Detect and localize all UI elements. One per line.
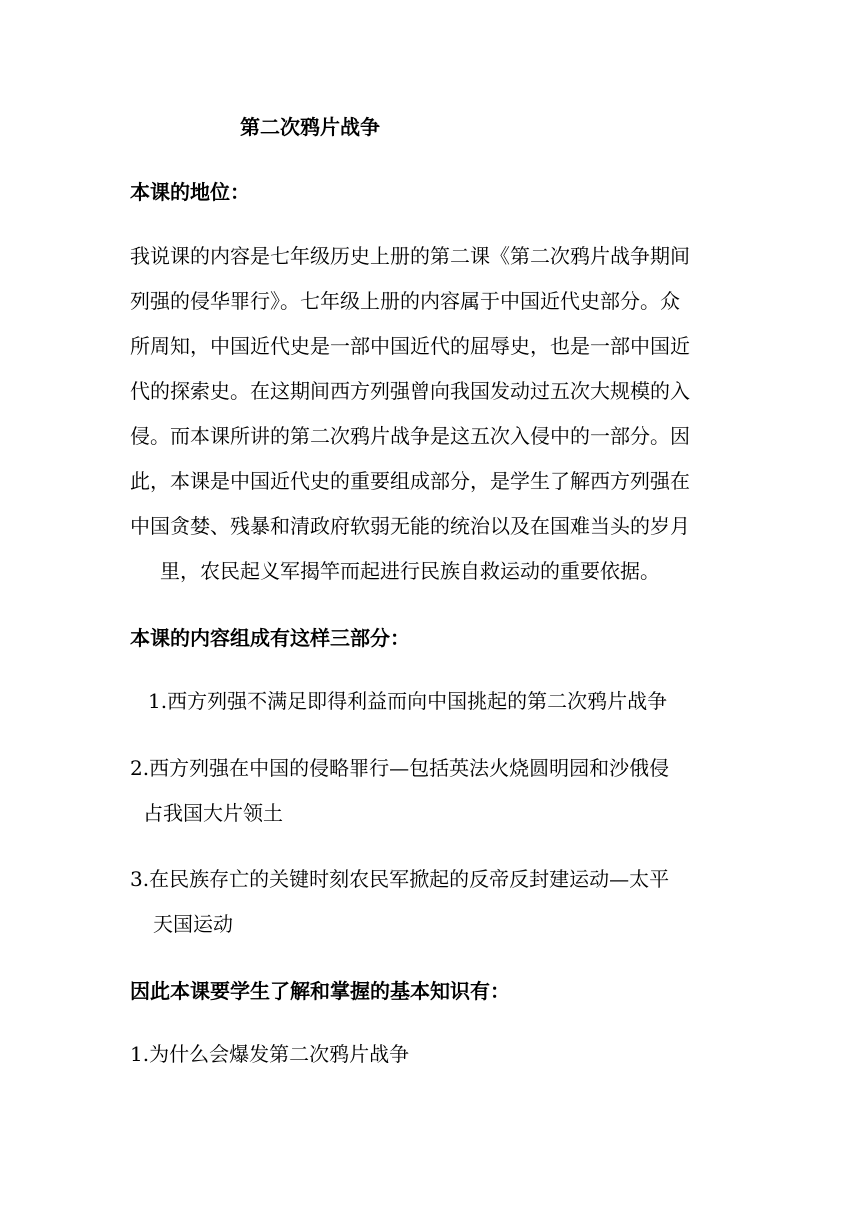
paragraph-line: 中国贪婪、残暴和清政府软弱无能的统治以及在国难当头的岁月 — [130, 514, 690, 538]
paragraph-line: 列强的侵华罪行》。七年级上册的内容属于中国近代史部分。众 — [130, 289, 680, 313]
section-heading-content: 本课的内容组成有这样三部分： — [130, 626, 410, 650]
list-item-continuation: 占我国大片领土 — [143, 801, 283, 825]
paragraph-line: 侵。而本课所讲的第二次鸦片战争是这五次入侵中的一部分。因 — [130, 424, 690, 448]
paragraph-line: 代的探索史。在这期间西方列强曾向我国发动过五次大规模的入 — [130, 379, 690, 403]
list-item: 1.为什么会爆发第二次鸦片战争 — [130, 1042, 410, 1066]
paragraph-line: 所周知，中国近代史是一部中国近代的屈辱史，也是一部中国近 — [130, 334, 690, 358]
paragraph-line: 里，农民起义军揭竿而起进行民族自救运动的重要依据。 — [160, 559, 660, 583]
list-item-continuation: 天国运动 — [153, 912, 233, 936]
list-item: 1.西方列强不满足即得利益而向中国挑起的第二次鸦片战争 — [148, 689, 668, 713]
document-title: 第二次鸦片战争 — [240, 115, 380, 139]
section-heading-status: 本课的地位： — [130, 180, 250, 204]
list-item: 3.在民族存亡的关键时刻农民军掀起的反帝反封建运动—太平 — [130, 867, 670, 891]
paragraph-line: 我说课的内容是七年级历史上册的第二课《第二次鸦片战争期间 — [130, 244, 690, 268]
list-item: 2.西方列强在中国的侵略罪行—包括英法火烧圆明园和沙俄侵 — [130, 756, 670, 780]
section-heading-knowledge: 因此本课要学生了解和掌握的基本知识有： — [130, 979, 510, 1003]
paragraph-line: 此，本课是中国近代史的重要组成部分，是学生了解西方列强在 — [130, 469, 690, 493]
